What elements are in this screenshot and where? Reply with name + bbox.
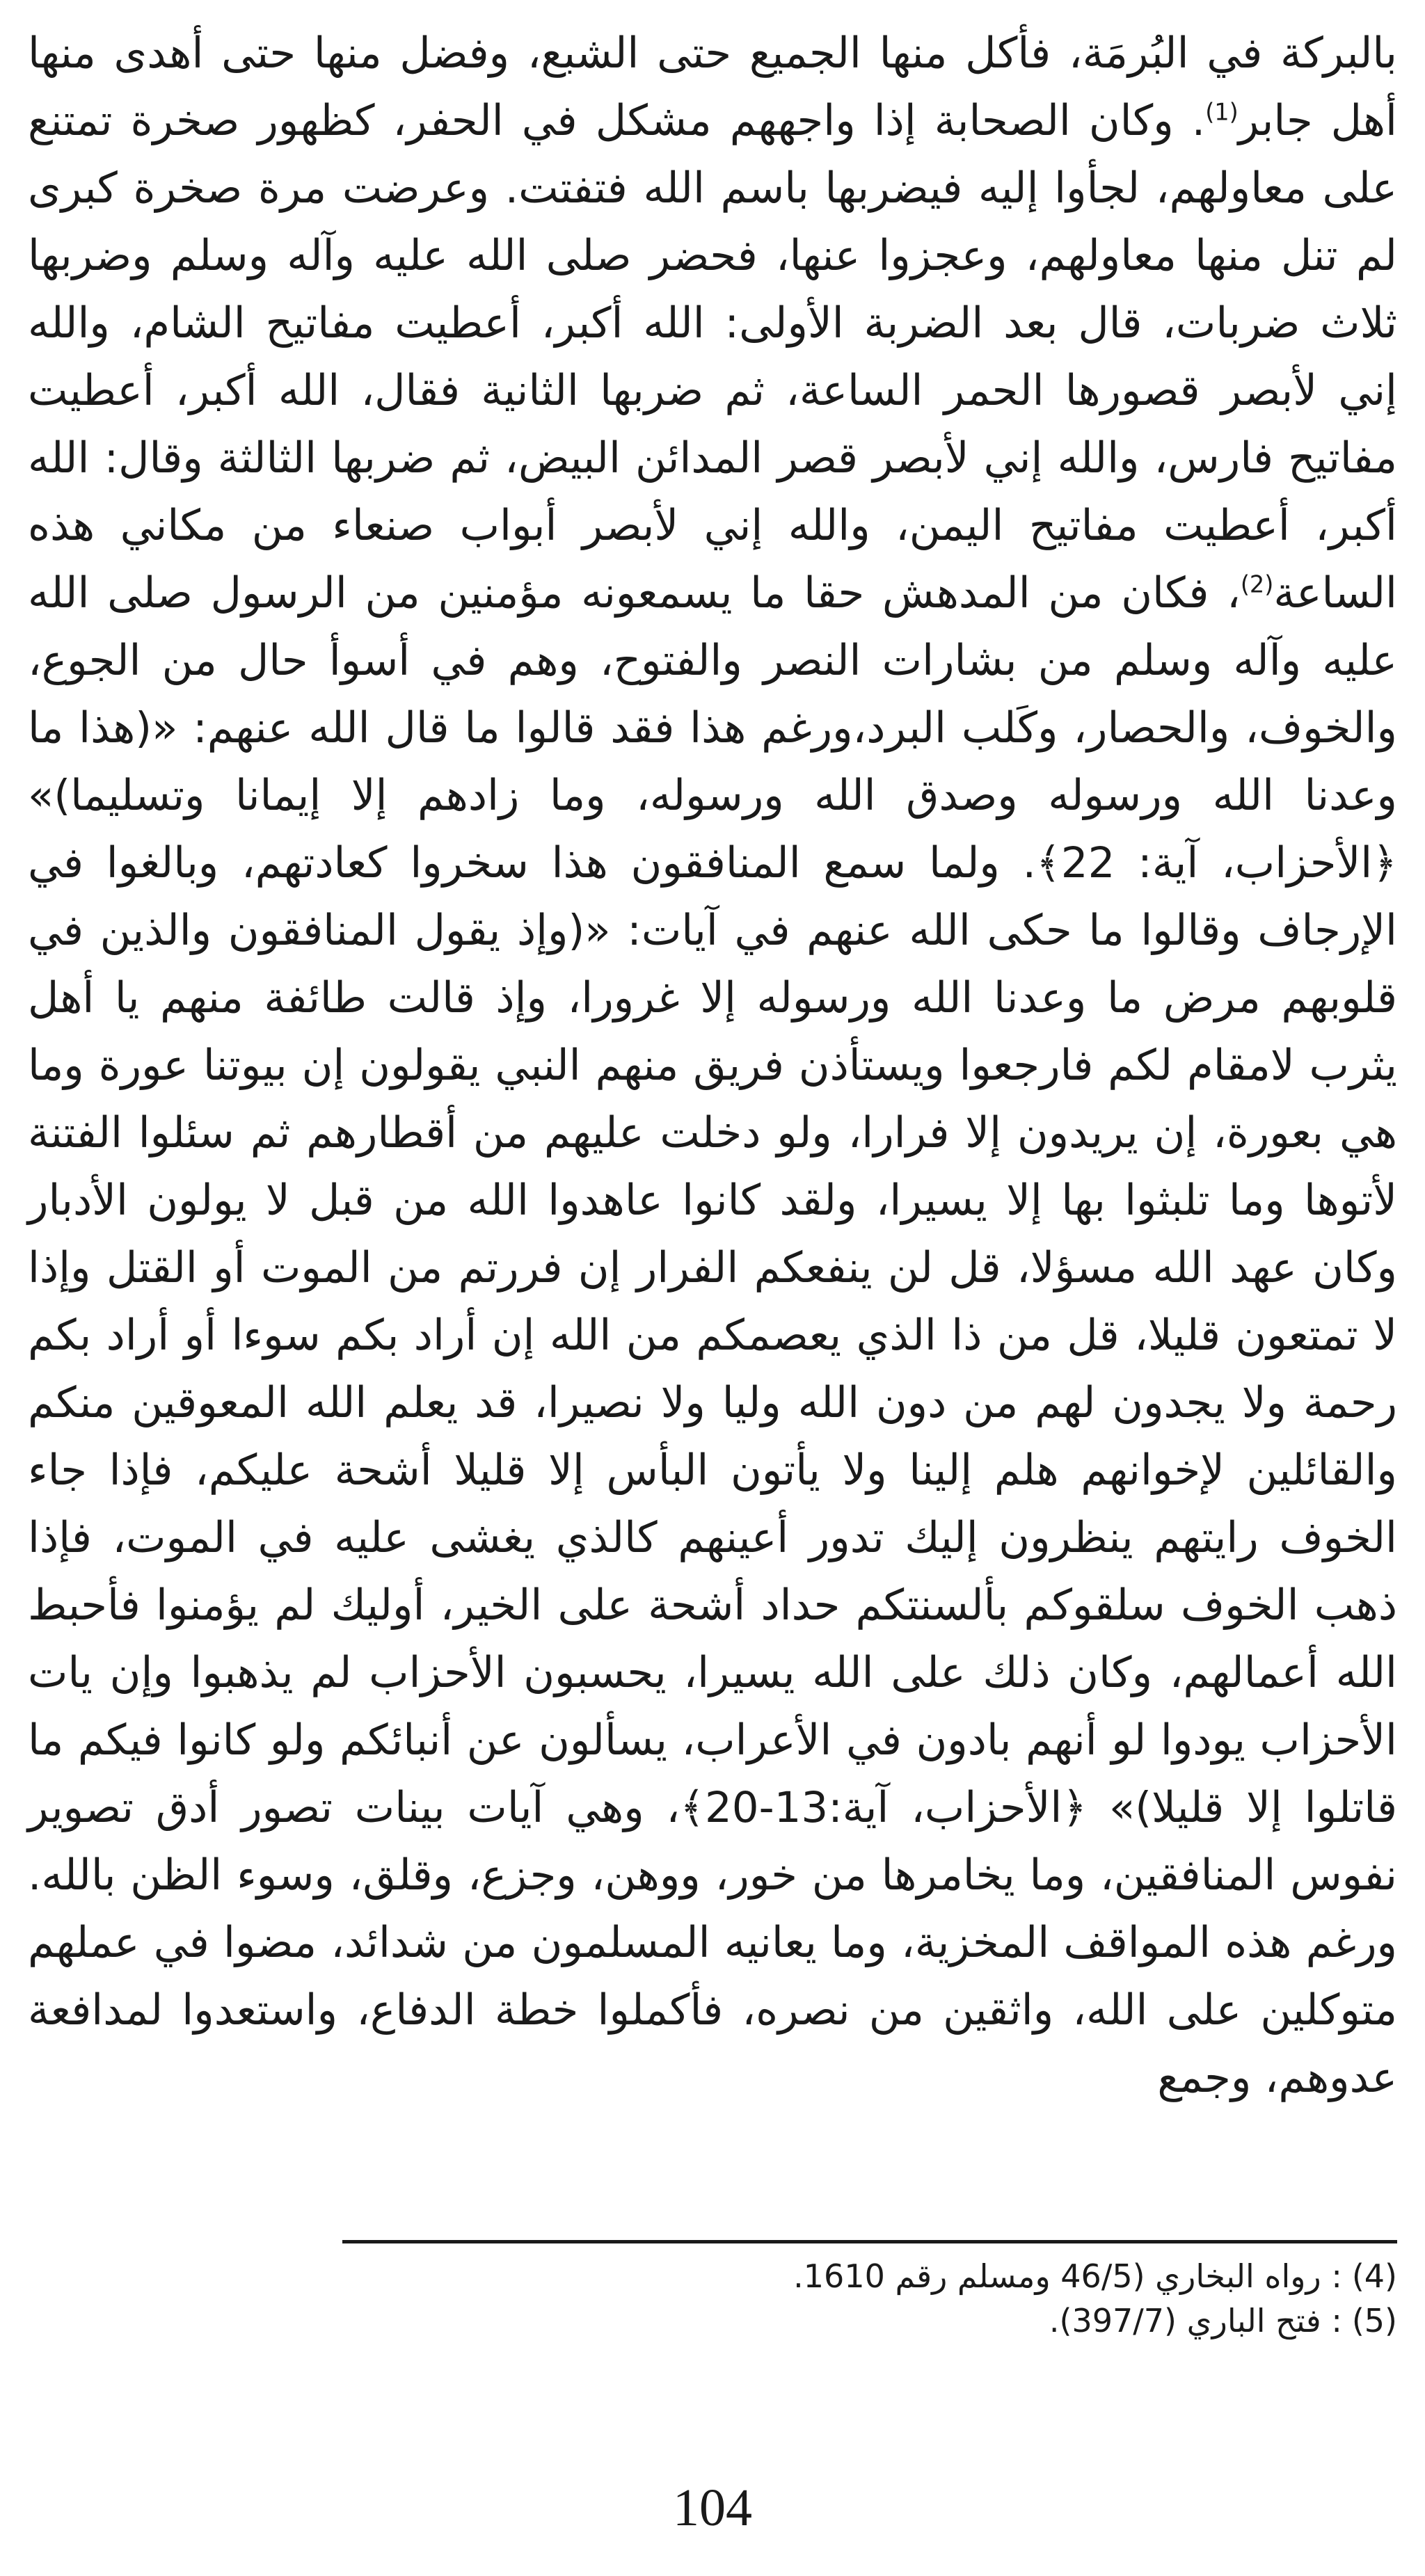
body-text-part-3: ، فكان من المدهش حقا ما يسمعونه مؤمنين من الرسول صلى الله عليه وآله وسلم من بشارات النصر والفتوح، وهم في أسوأ حال من الجوع، والخوف، والحصار، وكَلب البرد،ورغم هذا فقد قالوا ما قال الله عنهم: «(هذا ما وعدنا الله ورسوله وصدق الله ورسوله، وما زادهم إلا إيمانا وتسليما)» ﴿الأحزاب، آية: 22﴾. ولما سمع المنافقون هذا سخروا كعادتهم، وبالغوا في الإرجاف وقالوا ما حكى الله عنهم في آيات: «(وإذ يقول المنافقون والذين في قلوبهم مرض ما وعدنا الله ورسوله إلا غرورا، وإذ قالت طائفة منهم يا أهل يثرب لامقام لكم فارجعوا ويستأذن فريق منهم النبي يقولون إن بيوتنا عورة وما هي بعورة، إن يريدون إلا فرارا، ولو دخلت عليهم من أقطارهم ثم سئلوا الفتنة لأتوها وما تلبثوا بها إلا يسيرا، ولقد كانوا عاهدوا الله من قبل لا يولون الأدبار وكان عهد الله مسؤلا، قل لن ينفعكم الفرار إن فررتم من الموت أو القتل وإذا لا تمتعون قليلا، قل من ذا الذي يعصمكم من الله إن أراد بكم سوءا أو أراد بكم رحمة ولا يجدون لهم من دون الله وليا ولا نصيرا، قد يعلم الله المعوقين منكم والقائلين لإخوانهم هلم إلينا ولا يأتون البأس إلا قليلا أشحة عليكم، فإذا جاء الخوف رايتهم ينظرون إليك تدور أعينهم كالذي يغشى عليه في الموت، فإذا ذهب الخوف سلقوكم بألسنتكم حداد أشحة على الخير، أوليك لم يؤمنوا فأحبط الله أعمالهم، وكان ذلك على الله يسيرا، يحسبون الأحزاب لم يذهبوا وإن يات الأحزاب يودوا لو أنهم بادون في الأعراب، يسألون عن أنبائكم ولو كانوا فيكم ما قاتلوا إلا قليلا)» ﴿الأحزاب، آية:13-20﴾، وهي آيات بينات تصور أدق تصوير نفوس المنافقين، وما يخامرها من خور، ووهن، وجزع، وقلق، وسوء الظن بالله. ورغم هذه المواقف المخزية، وما يعانيه المسلمون من شدائد، مضوا في عملهم متوكلين على الله، واثقين من نصره، فأكملوا خطة الدفاع، واستعدوا لمدافعة عدوهم، وجمع [28,568,1397,2102]
footnote-text: : رواه البخاري (46/5 ومسلم رقم 1610. [793,2257,1342,2295]
footnote-number: (4) [1351,2257,1397,2295]
footnote-number: (5) [1351,2302,1397,2339]
footnote-item [28,2298,1397,2343]
footnotes [28,2254,1397,2343]
page-number: 104 [673,2479,752,2537]
footnote-ref-1: (1) [1205,98,1239,126]
body-text-part-2: . وكان الصحابة إذا واجههم مشكل في الحفر، كظهور صخرة تمتنع على معاولهم، لجأوا إليه فيضربها باسم الله فتفتت. وعرضت مرة صخرة كبرى لم تنل منها معاولهم، وعجزوا عنها، فحضر صلى الله عليه وآله وسلم وضربها ثلاث ضربات، قال بعد الضربة الأولى: الله أكبر، أعطيت مفاتيح الشام، والله إني لأبصر قصورها الحمر الساعة، ثم ضربها الثانية فقال، الله أكبر، أعطيت مفاتيح فارس، والله إني لأبصر قصر المدائن البيض، ثم ضربها الثالثة وقال: الله أكبر، أعطيت مفاتيح اليمن، والله إني لأبصر أبواب صنعاء من مكاني هذه الساعة [28,96,1397,618]
footnote-text: : فتح الباري (397/7). [1049,2302,1342,2339]
footnote-divider [342,2240,1397,2243]
body-text-part-1: بالبركة في البُرمَة، فأكل منها الجميع حتى الشبع، وفضل منها حتى أهدى منها أهل جابر [28,29,1397,145]
body-paragraph [28,19,1397,2111]
footnote-ref-2: (2) [1240,570,1274,598]
footnote-item [28,2254,1397,2298]
